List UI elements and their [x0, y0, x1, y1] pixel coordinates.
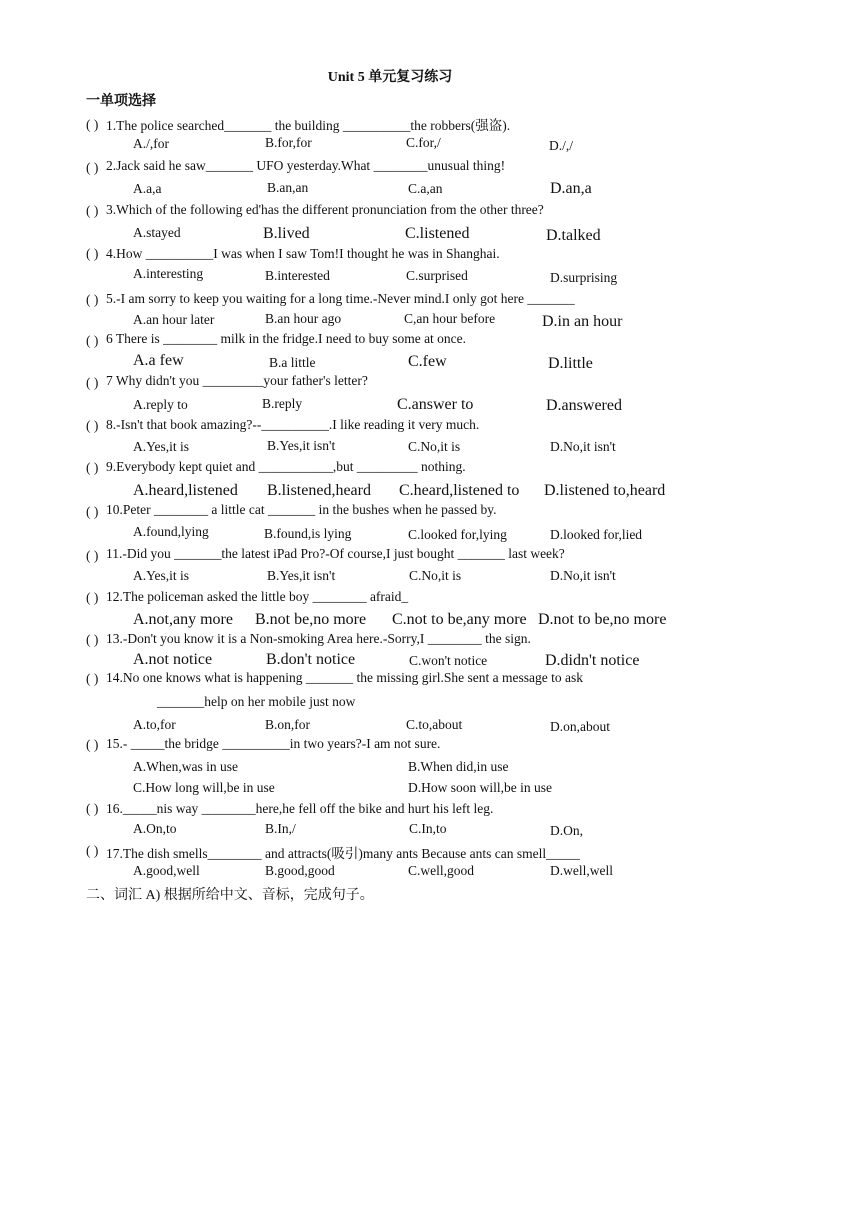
option-d: D.answered [546, 397, 622, 414]
question-stem: 9.Everybody kept quiet and ___________,but _________ nothing. [106, 459, 466, 474]
option-d: D.didn't notice [545, 652, 640, 669]
option-a: A.to,for [133, 717, 176, 732]
answer-blank[interactable]: ( ) [86, 504, 99, 519]
option-d: D.on,about [550, 719, 610, 734]
answer-blank[interactable]: ( ) [86, 632, 99, 647]
option-b: B.When did,in use [408, 759, 509, 774]
option-c: C.No,it is [408, 439, 461, 454]
option-c: C.heard,listened to [399, 482, 520, 499]
section-heading-vocabulary: 二、词汇 A) 根据所给中文、音标，完成句子。 [86, 888, 374, 903]
option-a: A.not,any more [133, 611, 233, 628]
option-b: B.a little [269, 355, 316, 370]
option-b: B.an,an [267, 180, 309, 195]
option-a: A.an hour later [133, 312, 215, 327]
option-b: B.for,for [265, 135, 312, 150]
question-stem: 11.-Did you _______the latest iPad Pro?-Of course,I just bought _______ last week? [106, 546, 565, 561]
worksheet-title: Unit 5 单元复习练习 [327, 70, 453, 85]
option-d: D.surprising [550, 270, 618, 285]
option-b: B.don't notice [266, 651, 356, 668]
question-stem: 12.The policeman asked the little boy ________ afraid_ [106, 589, 409, 604]
option-d: D.looked for,lied [550, 527, 643, 542]
option-d: D.in an hour [542, 313, 623, 330]
question-stem: 6 There is ________ milk in the fridge.I need to buy some at once. [106, 331, 467, 346]
answer-blank[interactable]: ( ) [86, 737, 99, 752]
question-stem: 8.-Isn't that book amazing?--__________.I like reading it very much. [106, 417, 480, 432]
question-stem: 13.-Don't you know it is a Non-smoking Area here.-Sorry,I ________ the sign. [106, 631, 531, 646]
question-stem: 5.-I am sorry to keep you waiting for a long time.-Never mind.I only got here _______ [106, 291, 575, 306]
answer-blank[interactable]: ( ) [86, 292, 99, 307]
option-a: A.reply to [133, 397, 188, 412]
option-a: A.good,well [133, 863, 200, 878]
option-b: B.lived [263, 225, 310, 242]
answer-blank[interactable]: ( ) [86, 548, 99, 563]
option-c: C.won't notice [409, 653, 488, 668]
option-a: A.a few [133, 352, 184, 369]
answer-blank[interactable]: ( ) [86, 375, 99, 390]
answer-blank[interactable]: ( ) [86, 418, 99, 433]
option-b: B.Yes,it isn't [267, 438, 336, 453]
option-d: D.No,it isn't [550, 439, 616, 454]
option-a: A.found,lying [133, 524, 209, 539]
option-c: C.answer to [397, 396, 474, 413]
option-b: B.Yes,it isn't [267, 568, 336, 583]
option-c: C.surprised [406, 268, 468, 283]
option-a: A.heard,listened [133, 482, 238, 499]
answer-blank[interactable]: ( ) [86, 203, 99, 218]
question-stem-continued: _______help on her mobile just now [157, 694, 356, 709]
option-c: C.listened [405, 225, 470, 242]
option-d: D.How soon will,be in use [408, 780, 552, 795]
question-stem: 16._____nis way ________here,he fell off the bike and hurt his left leg. [106, 801, 494, 816]
option-d: D.No,it isn't [550, 568, 616, 583]
option-b: B.reply [262, 396, 303, 411]
option-b: B.In,/ [265, 821, 296, 836]
question-stem: 7 Why didn't you _________your father's letter? [106, 373, 368, 388]
option-b: B.listened,heard [267, 482, 371, 499]
option-b: B.good,good [265, 863, 335, 878]
option-c: C.for,/ [406, 135, 441, 150]
option-a: A.stayed [133, 225, 181, 240]
option-d: D./,/ [549, 138, 574, 153]
option-c: C.looked for,lying [408, 527, 507, 542]
question-stem: 3.Which of the following ed'has the different pronunciation from the other three? [106, 202, 544, 217]
option-a: A.On,to [133, 821, 177, 836]
option-b: B.found,is lying [264, 526, 352, 541]
option-c: C.No,it is [409, 568, 462, 583]
option-a: A.Yes,it is [133, 568, 190, 583]
answer-blank[interactable]: ( ) [86, 801, 99, 816]
answer-blank[interactable]: ( ) [86, 333, 99, 348]
option-b: B.an hour ago [265, 311, 342, 326]
option-c: C.How long will,be in use [133, 780, 275, 795]
answer-blank[interactable]: ( ) [86, 843, 99, 858]
answer-blank[interactable]: ( ) [86, 460, 99, 475]
option-c: C.few [408, 353, 447, 370]
option-d: D.well,well [550, 863, 613, 878]
option-a: A.not notice [133, 651, 213, 668]
option-d: D.little [548, 355, 593, 372]
option-d: D.an,a [550, 180, 592, 197]
question-stem: 15.- _____the bridge __________in two years?-I am not sure. [106, 736, 441, 751]
question-stem: 2.Jack said he saw_______ UFO yesterday.What ________unusual thing! [106, 158, 506, 173]
option-d: D.not to be,no more [538, 611, 667, 628]
option-d: D.On, [550, 823, 583, 838]
option-d: D.listened to,heard [544, 482, 666, 499]
question-stem: 14.No one knows what is happening _______ the missing girl.She sent a message to ask [106, 670, 583, 685]
option-b: B.interested [265, 268, 330, 283]
answer-blank[interactable]: ( ) [86, 117, 99, 132]
option-a: A.a,a [133, 181, 162, 196]
option-c: C.to,about [406, 717, 463, 732]
option-c: C.not to be,any more [392, 611, 527, 628]
option-c: C.In,to [409, 821, 447, 836]
option-a: A.Yes,it is [133, 439, 190, 454]
answer-blank[interactable]: ( ) [86, 671, 99, 686]
answer-blank[interactable]: ( ) [86, 590, 99, 605]
question-stem: 17.The dish smells________ and attracts(吸引)many ants Because ants can smell_____ [106, 846, 580, 861]
option-a: A.interesting [133, 266, 204, 281]
question-stem: 4.How __________I was when I saw Tom!I thought he was in Shanghai. [106, 246, 500, 261]
option-a: A.When,was in use [133, 759, 238, 774]
question-stem: 1.The police searched_______ the building __________the robbers(强盗). [106, 118, 511, 133]
question-stem: 10.Peter ________ a little cat _______ in the bushes when he passed by. [106, 502, 497, 517]
answer-blank[interactable]: ( ) [86, 246, 99, 261]
option-d: D.talked [546, 227, 601, 244]
option-c: C,an hour before [404, 311, 496, 326]
option-b: B.on,for [265, 717, 310, 732]
answer-blank[interactable]: ( ) [86, 160, 99, 175]
option-b: B.not be,no more [255, 611, 367, 628]
option-c: C.a,an [408, 181, 443, 196]
section-heading-multiple-choice: 一单项选择 [86, 94, 156, 109]
option-c: C.well,good [408, 863, 474, 878]
option-a: A./,for [133, 136, 169, 151]
